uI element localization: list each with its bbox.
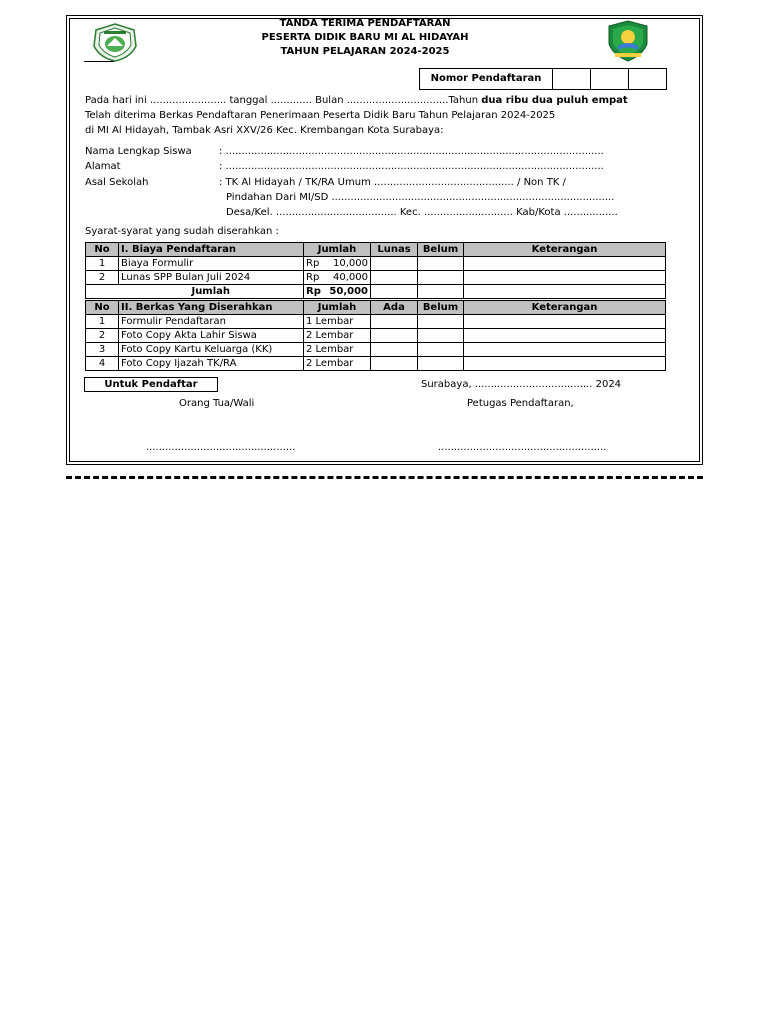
ada-cell[interactable] [371, 343, 418, 357]
table-row [86, 329, 666, 343]
header-title-line1: TANDA TERIMA PENDAFTARAN [279, 18, 451, 29]
row-no: 1 [86, 257, 119, 271]
row-no: 2 [86, 271, 119, 285]
row-amount [304, 271, 371, 285]
amount-value: 40,000 [333, 272, 368, 283]
desa-kec-kab-value: Desa/Kel. ...................................... Kec. ............................ Kab/Kota ................. [226, 207, 618, 218]
table-row [86, 315, 666, 329]
header-underline [84, 61, 114, 62]
row-no: 1 [86, 315, 119, 329]
registration-number-box [419, 68, 667, 90]
intro-line-1 [85, 95, 628, 106]
keterangan-cell[interactable] [464, 357, 666, 371]
col-header-keterangan: Keterangan [464, 301, 666, 315]
belum-cell[interactable] [418, 315, 464, 329]
row-item: Biaya Formulir [119, 257, 304, 271]
row-item: Foto Copy Akta Lahir Siswa [119, 329, 304, 343]
city-emblem-icon [606, 20, 650, 62]
keterangan-cell[interactable] [464, 343, 666, 357]
col-header-belum: Belum [418, 301, 464, 315]
total-label: Jumlah [119, 285, 304, 299]
registration-number-cell[interactable] [553, 69, 591, 89]
asal-sekolah-value: : TK Al Hidayah / TK/RA Umum ............................................ / Non TK / [219, 177, 566, 188]
asal-sekolah-label: Asal Sekolah [85, 177, 149, 188]
syarat-label: Syarat-syarat yang sudah diserahkan : [85, 226, 279, 237]
registration-number-cell[interactable] [591, 69, 629, 89]
registration-number-label: Nomor Pendaftaran [420, 69, 553, 89]
amount-value: 10,000 [333, 258, 368, 269]
keterangan-cell[interactable] [464, 315, 666, 329]
row-no: 2 [86, 329, 119, 343]
table-row [86, 343, 666, 357]
header-title-line2: PESERTA DIDIK BARU MI AL HIDAYAH [261, 32, 469, 43]
biaya-table [85, 242, 666, 299]
intro-line-3: di MI Al Hidayah, Tambak Asri XXV/26 Kec. Krembangan Kota Surabaya: [85, 125, 444, 136]
table-row [86, 257, 666, 271]
alamat-label: Alamat [85, 161, 121, 172]
row-amount [304, 257, 371, 271]
total-value: 50,000 [329, 286, 368, 297]
table-row [86, 271, 666, 285]
col-header-lunas: Lunas [371, 243, 418, 257]
col-header-berkas: II. Berkas Yang Diserahkan [119, 301, 304, 315]
signature-line-officer: ..................................................... [438, 442, 607, 453]
orang-tua-label: Orang Tua/Wali [179, 398, 255, 409]
belum-cell[interactable] [418, 271, 464, 285]
header-title-line3: TAHUN PELAJARAN 2024-2025 [280, 46, 450, 57]
row-item: Foto Copy Kartu Keluarga (KK) [119, 343, 304, 357]
row-jumlah: 2 Lembar [304, 343, 371, 357]
nama-label: Nama Lengkap Siswa [85, 146, 192, 157]
alamat-value: : ....................................................................................................................... [219, 161, 604, 172]
row-item: Formulir Pendaftaran [119, 315, 304, 329]
col-header-ada: Ada [371, 301, 418, 315]
untuk-pendaftar-label: Untuk Pendaftar [84, 377, 218, 392]
ada-cell[interactable] [371, 315, 418, 329]
currency: Rp [306, 272, 320, 283]
currency: Rp [306, 286, 321, 297]
ada-cell[interactable] [371, 329, 418, 343]
keterangan-cell[interactable] [464, 271, 666, 285]
berkas-header-row [86, 301, 666, 315]
currency: Rp [306, 258, 320, 269]
school-logo-icon [90, 22, 140, 62]
col-header-keterangan: Keterangan [464, 243, 666, 257]
col-header-jumlah: Jumlah [304, 243, 371, 257]
col-header-no: No [86, 243, 119, 257]
nama-value: : ....................................................................................................................... [219, 146, 604, 157]
intro-year-text: dua ribu dua puluh empat [481, 95, 628, 106]
keterangan-cell[interactable] [464, 329, 666, 343]
ada-cell[interactable] [371, 357, 418, 371]
place-date-line: Surabaya, ..................................... 2024 [421, 379, 622, 390]
row-jumlah: 1 Lembar [304, 315, 371, 329]
signature-line-parent: ............................................... [146, 442, 296, 453]
belum-cell[interactable] [418, 357, 464, 371]
table-row [86, 357, 666, 371]
total-row [86, 285, 666, 299]
belum-cell[interactable] [418, 343, 464, 357]
belum-cell[interactable] [418, 329, 464, 343]
col-header-no: No [86, 301, 119, 315]
keterangan-cell[interactable] [464, 257, 666, 271]
col-header-biaya: I. Biaya Pendaftaran [119, 243, 304, 257]
row-no: 3 [86, 343, 119, 357]
row-jumlah: 2 Lembar [304, 357, 371, 371]
col-header-jumlah: Jumlah [304, 301, 371, 315]
lunas-cell[interactable] [371, 271, 418, 285]
col-header-belum: Belum [418, 243, 464, 257]
berkas-table [85, 300, 666, 371]
row-item: Foto Copy Ijazah TK/RA [119, 357, 304, 371]
pindahan-value: Pindahan Dari MI/SD ......................................................................................... [226, 192, 615, 203]
row-item: Lunas SPP Bulan Juli 2024 [119, 271, 304, 285]
lunas-cell[interactable] [371, 257, 418, 271]
belum-cell[interactable] [418, 257, 464, 271]
registration-number-cell[interactable] [629, 69, 666, 89]
cut-line [66, 476, 703, 479]
biaya-header-row [86, 243, 666, 257]
petugas-label: Petugas Pendaftaran, [467, 398, 574, 409]
intro-line-2: Telah diterima Berkas Pendaftaran Penerimaan Peserta Didik Baru Tahun Pelajaran 2024-2025 [85, 110, 556, 121]
row-no: 4 [86, 357, 119, 371]
total-amount [304, 285, 371, 299]
intro-date-text: Pada hari ini ........................ tanggal ............. Bulan ................................Tahun [85, 95, 479, 106]
row-jumlah: 2 Lembar [304, 329, 371, 343]
